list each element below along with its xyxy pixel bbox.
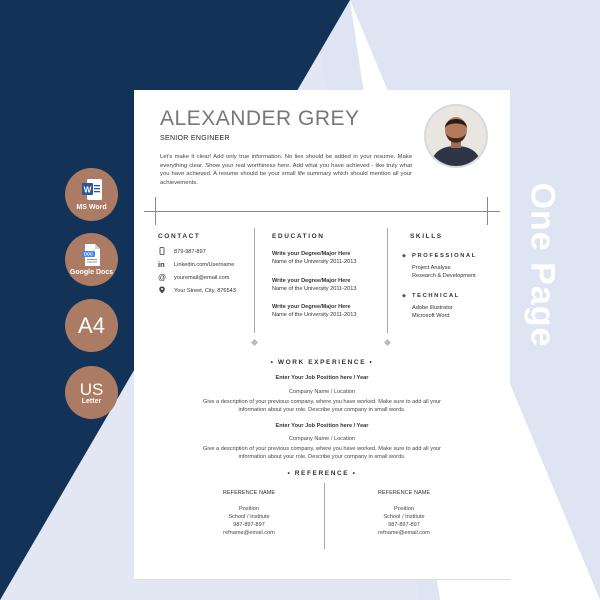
skills-group-heading: PROFESSIONAL (412, 253, 477, 259)
badge-label: US (79, 379, 104, 399)
column-divider (387, 228, 388, 333)
job-description: information about your role. Describe your company in small words. (238, 407, 406, 413)
divider-tick (155, 197, 156, 225)
location-icon (158, 286, 166, 294)
svg-text:W: W (83, 185, 91, 195)
work-heading: • WORK EXPERIENCE • (270, 359, 374, 366)
job-position: Enter Your Job Position here / Year (275, 375, 369, 381)
education-degree: Write your Degree/Major Here (272, 278, 351, 284)
badge-caption: Google Docs (69, 269, 114, 276)
job-description: Give a description of your previous company, where you have worked. Make sure to add all your (202, 446, 442, 452)
badge-label: A4 (78, 312, 105, 338)
skill-item: Project Analyse (412, 265, 451, 271)
resume-summary: Let's make it clear! Add only true information. No lies should be added in your resume. Make everything clear. Show your real worthiness here. Add what you have achieved - like truly what you have achieved. A resume should be your small life summary which should mention all your achievements. (160, 154, 412, 186)
page-bottom-edge (134, 579, 510, 580)
education-school: Name of the University 2011-2013 (272, 312, 357, 318)
reference-email[interactable]: refname@email.com (223, 530, 275, 536)
reference-position: Position (239, 506, 259, 512)
skill-item: Research & Development (412, 273, 476, 279)
ms-word-badge[interactable] (65, 168, 118, 221)
google-docs-icon (81, 243, 103, 267)
job-company: Company Name / Location (288, 436, 356, 442)
skills-group-heading: TECHNICAL (412, 293, 460, 299)
section-divider (144, 211, 500, 212)
profile-photo (424, 104, 488, 168)
education-degree: Write your Degree/Major Here (272, 251, 351, 257)
job-company: Company Name / Location (288, 389, 356, 395)
reference-divider (324, 483, 325, 549)
bullet-diamond-icon: ◆ (402, 293, 406, 299)
reference-name: REFERENCE NAME (222, 490, 276, 496)
education-degree: Write your Degree/Major Here (272, 304, 351, 310)
at-icon (158, 273, 166, 281)
reference-phone: 987-897-897 (233, 522, 265, 528)
job-description: Give a description of your previous company, where you have worked. Make sure to add all your (202, 399, 442, 405)
badge-sublabel: Letter (81, 397, 102, 405)
contact-heading: CONTACT (158, 233, 201, 240)
divider-tick (487, 197, 488, 225)
reference-position: Position (394, 506, 414, 512)
contact-phone: 879-987-897 (174, 249, 206, 255)
one-page-label: One Page (523, 182, 562, 348)
education-school: Name of the University 2011-2013 (272, 259, 357, 265)
skills-heading: SKILLS (410, 233, 443, 240)
resume-paper (134, 90, 510, 580)
reference-phone: 987-897-897 (388, 522, 420, 528)
google-docs-badge[interactable] (65, 233, 118, 286)
job-description: information about your role. Describe your company in small words. (238, 454, 406, 460)
a4-badge[interactable] (65, 299, 118, 352)
word-icon (81, 178, 103, 202)
contact-address: Your Street, City, 876543 (174, 288, 236, 294)
reference-school: School / Institute (228, 514, 270, 520)
skill-item: Microsoft Word (412, 313, 450, 319)
column-divider (254, 228, 255, 333)
resume-role: SENIOR ENGINEER (160, 135, 230, 142)
phone-icon (158, 247, 166, 255)
education-school: Name of the University 2011-2013 (272, 286, 357, 292)
reference-school: School / Institute (383, 514, 425, 520)
svg-text:@: @ (158, 273, 166, 281)
svg-text:in: in (158, 260, 165, 268)
education-heading: EDUCATION (272, 233, 325, 240)
linkedin-icon (158, 260, 166, 268)
job-position: Enter Your Job Position here / Year (275, 423, 369, 429)
contact-email[interactable]: youremail@email.com (174, 275, 230, 281)
us-letter-badge[interactable] (65, 366, 118, 419)
skill-item: Adobe Illustrator (412, 305, 453, 311)
contact-linkedin[interactable]: Linkedin.com/Username (174, 262, 235, 268)
diamond-ornament (251, 339, 258, 346)
reference-email[interactable]: refname@email.com (378, 530, 430, 536)
svg-text:DOC: DOC (83, 251, 93, 257)
resume-name: ALEXANDER GREY (160, 107, 360, 130)
diamond-ornament (384, 339, 391, 346)
reference-name: REFERENCE NAME (377, 490, 431, 496)
reference-heading: • REFERENCE • (287, 470, 357, 477)
badge-caption: MS Word (76, 204, 107, 211)
bullet-diamond-icon: ◆ (402, 253, 406, 259)
